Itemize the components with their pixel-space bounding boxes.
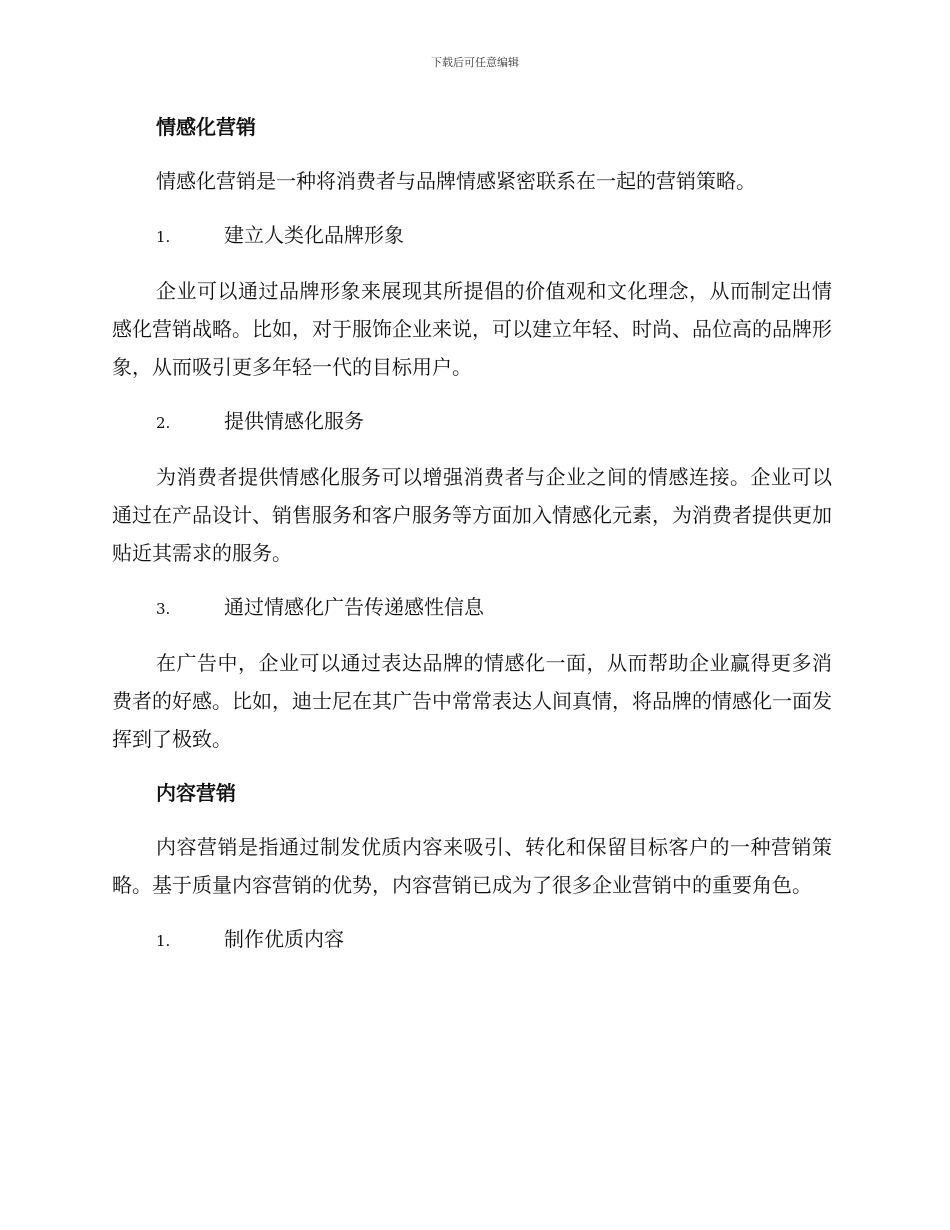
list-item-brand-image (112, 216, 832, 256)
paragraph-emotional-ads: 在广告中，企业可以通过表达品牌的情感化一面，从而帮助企业赢得更多消费者的好感。比如，迪士尼在其广告中常常表达人间真情，将品牌的情感化一面发挥到了极致。 (112, 651, 832, 751)
paragraph-emotional-service: 为消费者提供情感化服务可以增强消费者与企业之间的情感连接。企业可以通过在产品设计、销售服务和客户服务等方面加入情感化元素，为消费者提供更加贴近其需求的服务。 (112, 465, 832, 565)
paragraph-content-intro: 内容营销是指通过制发优质内容来吸引、转化和保留目标客户的一种营销策略。基于质量内容营销的优势，内容营销已成为了很多企业营销中的重要角色。 (112, 835, 832, 897)
section-heading-emotional-marketing: 情感化营销 (156, 115, 256, 139)
list-item-quality-content (112, 920, 832, 960)
section-heading-content-marketing: 内容营销 (156, 781, 236, 805)
list-number: 3. (156, 600, 171, 618)
list-number: 1. (156, 228, 171, 246)
list-item-emotional-ads (112, 588, 832, 628)
list-number: 1. (156, 932, 171, 950)
paragraph-brand-image: 企业可以通过品牌形象来展现其所提倡的价值观和文化理念，从而制定出情感化营销战略。比如，对于服饰企业来说，可以建立年轻、时尚、品位高的品牌形象，从而吸引更多年轻一代的目标用户。 (112, 279, 832, 379)
list-item-title: 制作优质内容 (224, 927, 344, 951)
list-item-emotional-service (112, 402, 832, 442)
document-body (112, 108, 832, 976)
list-item-title: 通过情感化广告传递感性信息 (224, 595, 484, 619)
paragraph-emotional-intro: 情感化营销是一种将消费者与品牌情感紧密联系在一起的营销策略。 (156, 169, 756, 193)
list-number: 2. (156, 414, 171, 432)
page-header-note: 下载后可任意编辑 (431, 56, 519, 69)
list-item-title: 建立人类化品牌形象 (224, 223, 404, 247)
list-item-title: 提供情感化服务 (224, 409, 364, 433)
